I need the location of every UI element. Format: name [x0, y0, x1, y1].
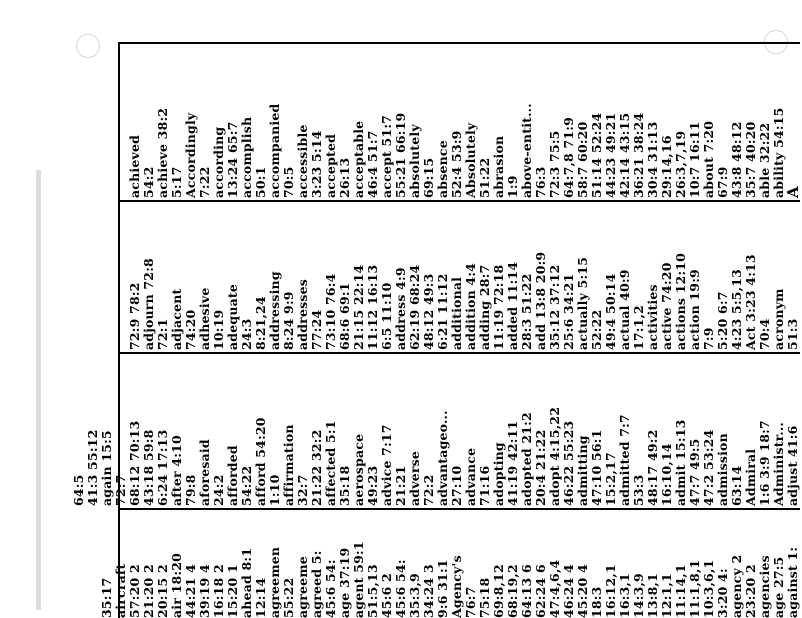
index-entry: acronym [771, 288, 786, 350]
index-entry: achieved [127, 134, 142, 198]
index-entry: Administr... [771, 422, 786, 506]
index-entry: abrasion [491, 135, 506, 198]
index-entry: 69:8,12 [491, 564, 506, 618]
index-entry: addresses [295, 279, 310, 350]
index-entry: adequate [225, 283, 240, 350]
index-entry: 69:15 [421, 157, 436, 198]
index-entry: 51:5,13 [365, 564, 380, 618]
index-entry: 71:16 [477, 465, 492, 506]
index-entry: about 7:20 [701, 120, 716, 198]
index-entry: agreed 5: [309, 550, 324, 618]
index-column-4-entries [99, 512, 800, 618]
index-entry: 7:9 [701, 327, 716, 350]
index-entry: Act 3:23 4:13 [743, 254, 758, 350]
index-entry: 7:22 [197, 166, 212, 198]
index-entry: acceptable [351, 120, 366, 198]
index-entry: 16:18 2 [211, 564, 226, 618]
index-entry: 13:24 65:7 [225, 121, 240, 198]
index-entry: Agency's [449, 555, 464, 618]
index-entry: against 1: [785, 546, 800, 618]
index-entry: additional [449, 276, 464, 350]
index-entry: 16:3,1 [617, 573, 632, 618]
index-entry: 72:2 [421, 474, 436, 506]
index-entry: 75:18 [477, 577, 492, 618]
index-entry: accomplish [239, 116, 254, 198]
index-entry: adverse [407, 450, 422, 506]
index-entry: 49:4 50:14 [603, 273, 618, 350]
index-entry: 47:4,6,4 [547, 559, 562, 618]
index-entry: aerospace [351, 433, 366, 506]
index-entry: admission [715, 433, 730, 506]
index-entry: 47:10 56:1 [589, 429, 604, 506]
index-entry: 10:3,6,1 [701, 559, 716, 618]
index-entry: 25:6 34:21 [561, 273, 576, 350]
index-entry: advice 7:17 [379, 424, 394, 506]
index-entry: 72:7 [113, 474, 128, 506]
index-entry: 32:7 [295, 474, 310, 506]
index-entry: 76:7 [463, 586, 478, 618]
index-entry: 27:10 [449, 465, 464, 506]
index-entry: 74:20 [183, 309, 198, 350]
index-entry: 54:22 [239, 465, 254, 506]
index-entry: 6:21 11:12 [435, 273, 450, 350]
index-entry: affected 5:1 [323, 420, 338, 506]
index-entry: 44:23 49:21 [603, 112, 618, 198]
index-entry: addressing [267, 271, 282, 350]
index-entry: 5:20 6:7 [715, 291, 730, 350]
index-entry: 76:3 [533, 166, 548, 198]
index-entry: 43:18 59:8 [141, 429, 156, 506]
index-entry: 26:3,7,19 [673, 130, 688, 198]
index-entry: 35:7 40:20 [743, 121, 758, 198]
column-divider-3 [120, 508, 800, 510]
index-entry: adopt 4:15,22 [547, 406, 562, 506]
index-entry: accept 51:7 [379, 114, 394, 198]
index-entry: actual 40:9 [617, 269, 632, 350]
index-entry: 72:9 78:2 [127, 282, 142, 350]
index-column-4 [99, 512, 800, 618]
index-entry: 13:8,1 [645, 573, 660, 618]
index-entry: adopted 21:2 [519, 412, 534, 506]
index-entry: 55:22 [281, 577, 296, 618]
index-entry: 11:1,8,1 [687, 559, 702, 618]
index-entry: Admiral [743, 448, 758, 506]
index-entry: 18:3 [589, 586, 604, 618]
index-entry: advantageo... [435, 410, 450, 506]
index-entry: 62:24 6 [533, 564, 548, 618]
index-entry: 39:19 4 [197, 564, 212, 618]
index-entry: accessible [295, 124, 310, 198]
index-entry: accompanied [267, 103, 282, 198]
index-entry: adhesive [197, 287, 212, 350]
index-entry: 51:14 52:24 [589, 112, 604, 198]
index-entry: A [784, 186, 802, 198]
index-entry: aforesaid [197, 439, 212, 506]
index-entry: 70:4 [757, 318, 772, 350]
index-entry: 45:20 4 [575, 564, 590, 618]
scan-edge-shadow [36, 170, 41, 610]
index-column-3-entries [71, 356, 800, 506]
index-entry: 8:24 9:9 [281, 291, 296, 350]
index-entry: aircraft [113, 563, 128, 618]
index-entry: 35:17 [99, 577, 114, 618]
index-entry: adjacent [169, 288, 184, 350]
index-entry: 53:3 [631, 474, 646, 506]
index-entry: 1:10 [267, 474, 282, 506]
index-entry: affirmation [281, 424, 296, 506]
column-divider-1 [120, 200, 800, 202]
index-entry: achieve 38:2 [155, 107, 170, 198]
index-entry: 21:21 [393, 465, 408, 506]
index-entry: 45:6 54: [323, 559, 338, 618]
index-entry: 15:2,17 [603, 452, 618, 506]
index-entry: 24:3 [239, 318, 254, 350]
index-column-1 [120, 46, 800, 198]
index-column-1-entries [120, 46, 800, 198]
index-entry: 73:10 76:4 [323, 273, 338, 350]
index-entry: according [211, 126, 226, 198]
index-entry: 4:23 5:5,13 [729, 268, 744, 350]
index-entry: 51:22 [477, 157, 492, 198]
index-entry: 49:23 [365, 465, 380, 506]
index-entry: 21:22 32:2 [309, 429, 324, 506]
index-entry: 70:5 [281, 166, 296, 198]
index-entry: 48:12 49:3 [421, 273, 436, 350]
index-entry: 35:12 37:12 [547, 264, 562, 350]
index-entry: 21:20 2 [141, 564, 156, 618]
index-column-3 [71, 356, 800, 506]
index-entry: action 19:9 [687, 269, 702, 350]
index-entry: 10:7 16:11 [687, 121, 702, 198]
index-entry: absolutely [407, 124, 422, 198]
index-entry: 36:21 38:24 [631, 112, 646, 198]
index-entry: 16:12,1 [603, 564, 618, 618]
index-entry: 30:4 31:13 [645, 121, 660, 198]
index-entry: agreeme [295, 556, 310, 618]
index-entry: adding 28:7 [477, 264, 492, 350]
index-entry: afforded [225, 445, 240, 506]
index-entry: agreemen [267, 546, 282, 618]
index-entry: 51:3 [785, 318, 800, 350]
index-entry: 46:22 55:23 [561, 420, 576, 506]
index-entry: 1:9 [505, 175, 520, 198]
index-entry: 21:15 22:14 [351, 264, 366, 350]
index-entry: 45:6 2 [379, 573, 394, 618]
index-entry: 28:3 51:22 [519, 273, 534, 350]
index-entry: 20:4 21:22 [533, 429, 548, 506]
index-entry: 41:19 42:11 [505, 420, 520, 506]
index-entry: 11:12 16:13 [365, 264, 380, 350]
index-entry: 43:8 48:12 [729, 121, 744, 198]
index-entry: 64:7,8 71:9 [561, 116, 576, 198]
index-entry: able 32:22 [757, 122, 772, 198]
index-entry: 54:2 [141, 166, 156, 198]
index-entry: 62:19 68:24 [407, 264, 422, 350]
index-entry: adopting [491, 442, 506, 506]
index-entry: 8:21,24 [253, 296, 268, 350]
index-entry: age 27:5 [771, 556, 786, 618]
index-entry: 72:1 [155, 318, 170, 350]
index-entry: actually 5:15 [575, 256, 590, 350]
index-entry: 41:3 55:12 [85, 429, 100, 506]
index-entry: air 18:20 [169, 553, 184, 618]
index-entry: addition 4:4 [463, 262, 478, 350]
index-entry: absence [435, 140, 450, 198]
index-entry: 42:14 43:15 [617, 112, 632, 198]
index-entry: 63:14 [729, 465, 744, 506]
index-entry: 45:6 54: [393, 559, 408, 618]
index-entry: 17:1,2 [631, 305, 646, 350]
index-entry: 5:17 [169, 166, 184, 198]
index-column-2-entries [120, 204, 800, 350]
index-entry: 46:24 4 [561, 564, 576, 618]
index-entry: 34:24 3 [421, 564, 436, 618]
index-entry: 26:13 [337, 157, 352, 198]
index-entry: admitting [575, 435, 590, 506]
index-entry: 67:9 [715, 166, 730, 198]
index-entry: ability 54:15 [771, 107, 786, 198]
index-column-2 [120, 204, 800, 350]
index-entry: 48:17 49:2 [645, 429, 660, 506]
index-entry: admitted 7:7 [617, 414, 632, 506]
index-entry: added 11:14 [505, 261, 520, 350]
index-entry: 47:7 49:5 [687, 438, 702, 506]
index-entry: 52:4 53:9 [449, 130, 464, 198]
index-entry: 9:6 31:1 [435, 559, 450, 618]
index-entry: 15:20 1 [225, 564, 240, 618]
index-entry: 52:22 [589, 309, 604, 350]
index-entry: 16:10,14 [659, 443, 674, 506]
index-entry: 68:19,2 [505, 564, 520, 618]
index-entry: Absolutely [463, 122, 478, 198]
index-entry: active 74:20 [659, 262, 674, 350]
index-entry: 72:3 75:5 [547, 130, 562, 198]
index-entry: 35:18 [337, 465, 352, 506]
punch-hole-top [76, 34, 100, 58]
index-entry: 35:3,9 [407, 573, 422, 618]
index-entry: 3:20 4: [715, 568, 730, 618]
index-entry: 11:19 72:18 [491, 264, 506, 350]
index-entry: ahead 8:1 [239, 547, 254, 618]
index-entry: 44:21 4 [183, 564, 198, 618]
index-entry: 24:2 [211, 474, 226, 506]
index-entry: 1:6 3:9 18:7 [757, 420, 772, 506]
index-entry: 14:3,9 [631, 573, 646, 618]
index-entry: 6:24 17:13 [155, 429, 170, 506]
index-entry: Accordingly [183, 112, 198, 198]
index-entry: 12:14 [253, 577, 268, 618]
index-entry: 50:1 [253, 166, 268, 198]
index-entry: 12:1,1 [659, 573, 674, 618]
index-entry: adjourn 72:8 [141, 258, 156, 350]
index-entry: address 4:9 [393, 267, 408, 350]
index-entry: adjust 41:6 [785, 425, 800, 506]
index-entry: 58:7 60:20 [575, 121, 590, 198]
index-entry: 79:8 [183, 474, 198, 506]
index-entry: 77:24 [309, 309, 324, 350]
index-entry: admit 15:13 [673, 419, 688, 506]
index-entry: 46:4 51:7 [365, 130, 380, 198]
index-entry: afford 54:20 [253, 417, 268, 506]
index-entry: 10:19 [211, 309, 226, 350]
index-entry: add 13:8 20:9 [533, 251, 548, 350]
index-entry: 55:21 66:19 [393, 112, 408, 198]
index-entry: 47:2 53:24 [701, 429, 716, 506]
index-entry: after 4:10 [169, 435, 184, 506]
index-entry: 23:20 2 [743, 564, 758, 618]
index-entry: age 37:19 [337, 547, 352, 618]
index-entry: 3:23 5:14 [309, 130, 324, 198]
index-entry: 64:5 [71, 474, 86, 506]
index-entry: advance [463, 447, 478, 506]
index-entry: 68:6 69:1 [337, 282, 352, 350]
index-entry: 64:13 6 [519, 564, 534, 618]
index-entry: agent 59:1 [351, 541, 366, 618]
index-entry: 11:14,1 [673, 564, 688, 618]
index-entry: agency 2 [729, 554, 744, 618]
index-entry: above-entit... [519, 103, 534, 198]
column-divider-2 [120, 352, 800, 354]
index-entry: accepted [323, 133, 338, 198]
index-entry: activities [645, 284, 660, 350]
index-entry: 29:14,16 [659, 135, 674, 198]
index-entry: 57:20 2 [127, 564, 142, 618]
index-entry: 20:15 2 [155, 564, 170, 618]
index-entry: agencies [757, 555, 772, 618]
index-entry: again 15:5 [99, 430, 114, 506]
index-entry: actions 12:10 [673, 252, 688, 350]
index-entry: 68:12 70:13 [127, 420, 142, 506]
index-entry: 6:5 11:10 [379, 282, 394, 350]
